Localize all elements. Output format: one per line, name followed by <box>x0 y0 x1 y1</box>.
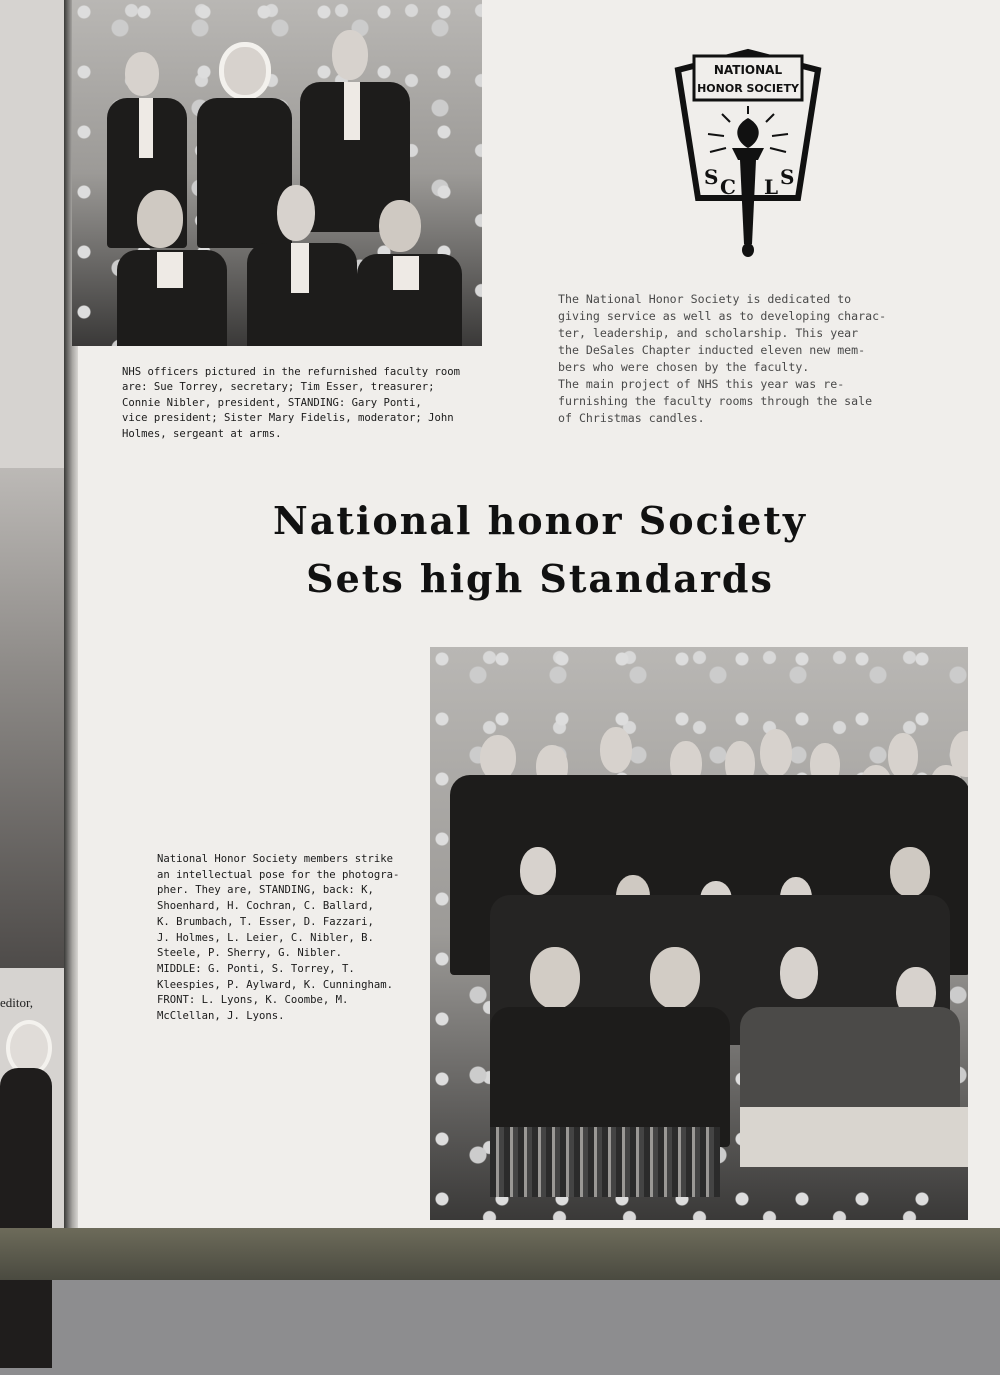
emblem-letter-3: L <box>764 175 779 199</box>
left-page-photo <box>0 468 70 968</box>
officers-photo <box>72 0 482 346</box>
emblem-letter-4: S <box>780 165 795 189</box>
intro-paragraph: The National Honor Society is dedicated to giving service as well as to developing charac- ter, leadership, and scholarship. This year the DeSales Chapter inducted eleven new mem- bers who were chosen by the faculty. The main project of NHS this year was re- furnishing the faculty rooms through the sale of Christmas candles. <box>558 292 887 425</box>
members-group-photo <box>430 647 968 1220</box>
emblem-line2: HONOR SOCIETY <box>697 82 799 95</box>
members-caption: National Honor Society members strike an intellectual pose for the photogra- pher. They are, STANDING, back: K, Shoenhard, H. Cochran, C. Ballard, K. Brumbach, T. Esser, D. Fazzari, J. Holmes, L. Leier, C. Nibler, B. Steele, P. Sherry, G. Nibler. MIDDLE: G. Ponti, S. Torrey, T. Kleespies, P. Aylward, K. Cunningham. FRONT: L. Lyons, K. Coombe, M. McClellan, J. Lyons. <box>157 853 400 1023</box>
headline-line2: Sets high Standards <box>306 556 774 601</box>
nun-figure-body <box>0 1068 52 1368</box>
officers-caption: NHS officers pictured in the refurnished faculty room are: Sue Torrey, secretary; Tim Esser, treasurer; Connie Nibler, president, STANDING: Gary Ponti, vice president; Sister Mary Fidelis, moderator; John Holmes, sergeant at arms. <box>122 366 461 440</box>
headline-line1: National honor Society <box>273 498 807 543</box>
page-headline <box>160 492 920 608</box>
emblem-letter-1: S <box>704 165 719 189</box>
emblem-line1: NATIONAL <box>713 63 783 77</box>
left-page-caption-fragment: editor, <box>0 995 34 1010</box>
honor-society-emblem-icon <box>670 48 826 263</box>
emblem-letter-2: C <box>720 175 736 199</box>
book-binding <box>0 1228 1000 1280</box>
